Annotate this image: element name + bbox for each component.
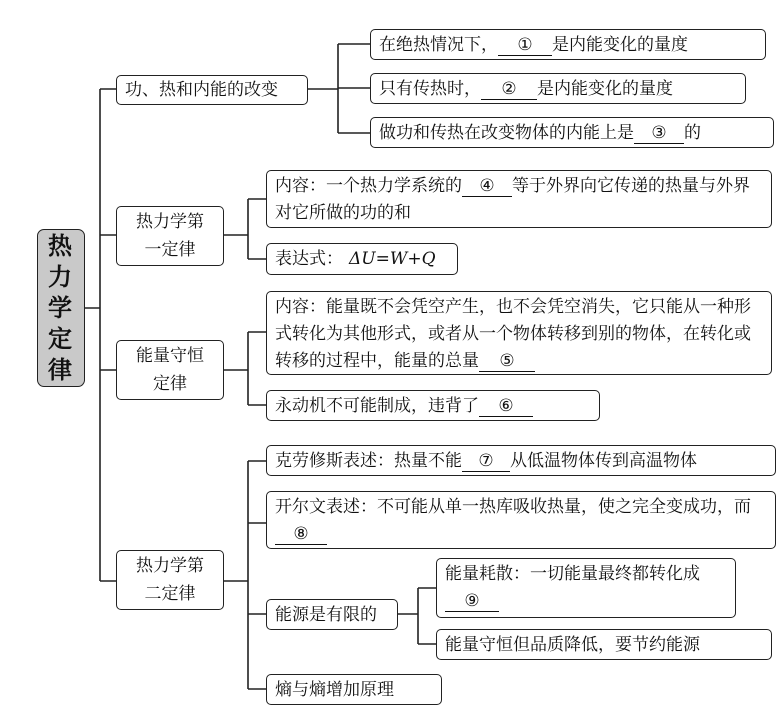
section-label: 功、热和内能的改变 — [125, 80, 278, 100]
connector-section3 — [224, 332, 266, 405]
connector-section4 — [224, 461, 266, 689]
answer-blank-5: ⑤ — [479, 351, 535, 372]
leaf-text: 是内能变化的量度 — [537, 79, 673, 99]
answer-blank-6: ⑥ — [479, 396, 533, 417]
leaf-first-law-expression — [266, 243, 458, 275]
section-first-law — [116, 206, 224, 266]
leaf-text: 只有传热时， — [379, 79, 481, 99]
leaf-text: 能量守恒但品质降低，要节约能源 — [445, 635, 700, 655]
answer-blank-9: ⑨ — [445, 591, 499, 612]
connector-section2 — [224, 199, 266, 259]
answer-blank-3: ③ — [634, 123, 684, 144]
leaf-text: 克劳修斯表述：热量不能 — [275, 451, 462, 471]
section-label: 热力学第二定律 — [136, 556, 204, 604]
leaf-heat-transfer-only — [370, 73, 746, 104]
answer-blank-7: ⑦ — [462, 451, 510, 472]
leaf-first-law-content — [266, 170, 772, 228]
answer-blank-2: ② — [481, 79, 537, 100]
section-label: 能量守恒定律 — [136, 346, 204, 394]
leaf-entropy-principle — [266, 674, 442, 705]
leaf-text: 内容：能量既不会凭空产生，也不会凭空消失，它只能从一种形式转化为其他形式，或者从一个物体转移到别的物体，在转化或转移的过程中，能量的总量 — [275, 297, 751, 371]
leaf-text: 的 — [684, 123, 701, 143]
leaf-adiabatic — [370, 29, 766, 60]
root-label: 热力学定律 — [48, 231, 74, 384]
leaf-text: 开尔文表述：不可能从单一热库吸收热量，使之完全变成功，而 — [275, 497, 751, 517]
node-energy-finite — [266, 599, 398, 630]
section-work-heat-internal-energy — [116, 75, 308, 105]
leaf-perpetual-motion — [266, 390, 600, 421]
leaf-text: 表达式： — [275, 249, 343, 269]
leaf-text: 在绝热情况下， — [379, 35, 498, 55]
leaf-text: 等于外界向它传递的热量与外界对它所做的功的和 — [275, 176, 750, 223]
connector-section1 — [308, 44, 370, 133]
leaf-energy-dissipation — [436, 558, 736, 618]
section-second-law — [116, 550, 224, 610]
section-label: 热力学第一定律 — [136, 212, 204, 260]
node-label: 能源是有限的 — [275, 605, 377, 625]
leaf-energy-conservation-content — [266, 291, 772, 375]
leaf-text: 从低温物体传到高温物体 — [510, 451, 697, 471]
leaf-text: 熵与熵增加原理 — [275, 680, 394, 700]
leaf-energy-quality — [436, 629, 772, 660]
connector-root-trunk — [85, 89, 116, 581]
leaf-clausius-statement — [266, 445, 776, 476]
leaf-text: 做功和传热在改变物体的内能上是 — [379, 123, 634, 143]
leaf-text: 永动机不可能制成，违背了 — [275, 396, 479, 416]
answer-blank-8: ⑧ — [275, 524, 327, 545]
answer-blank-4: ④ — [462, 176, 512, 197]
leaf-work-and-heat-equivalent — [370, 117, 774, 148]
connector-energy-finite — [398, 588, 436, 644]
root-node — [37, 229, 85, 387]
leaf-kelvin-statement — [266, 491, 776, 549]
leaf-text: 内容：一个热力学系统的 — [275, 176, 462, 196]
leaf-text: 是内能变化的量度 — [552, 35, 688, 55]
section-energy-conservation — [116, 340, 224, 400]
answer-blank-1: ① — [498, 35, 552, 56]
formula: ΔU=W+Q — [349, 249, 436, 269]
leaf-text: 能量耗散：一切能量最终都转化成 — [445, 564, 700, 584]
